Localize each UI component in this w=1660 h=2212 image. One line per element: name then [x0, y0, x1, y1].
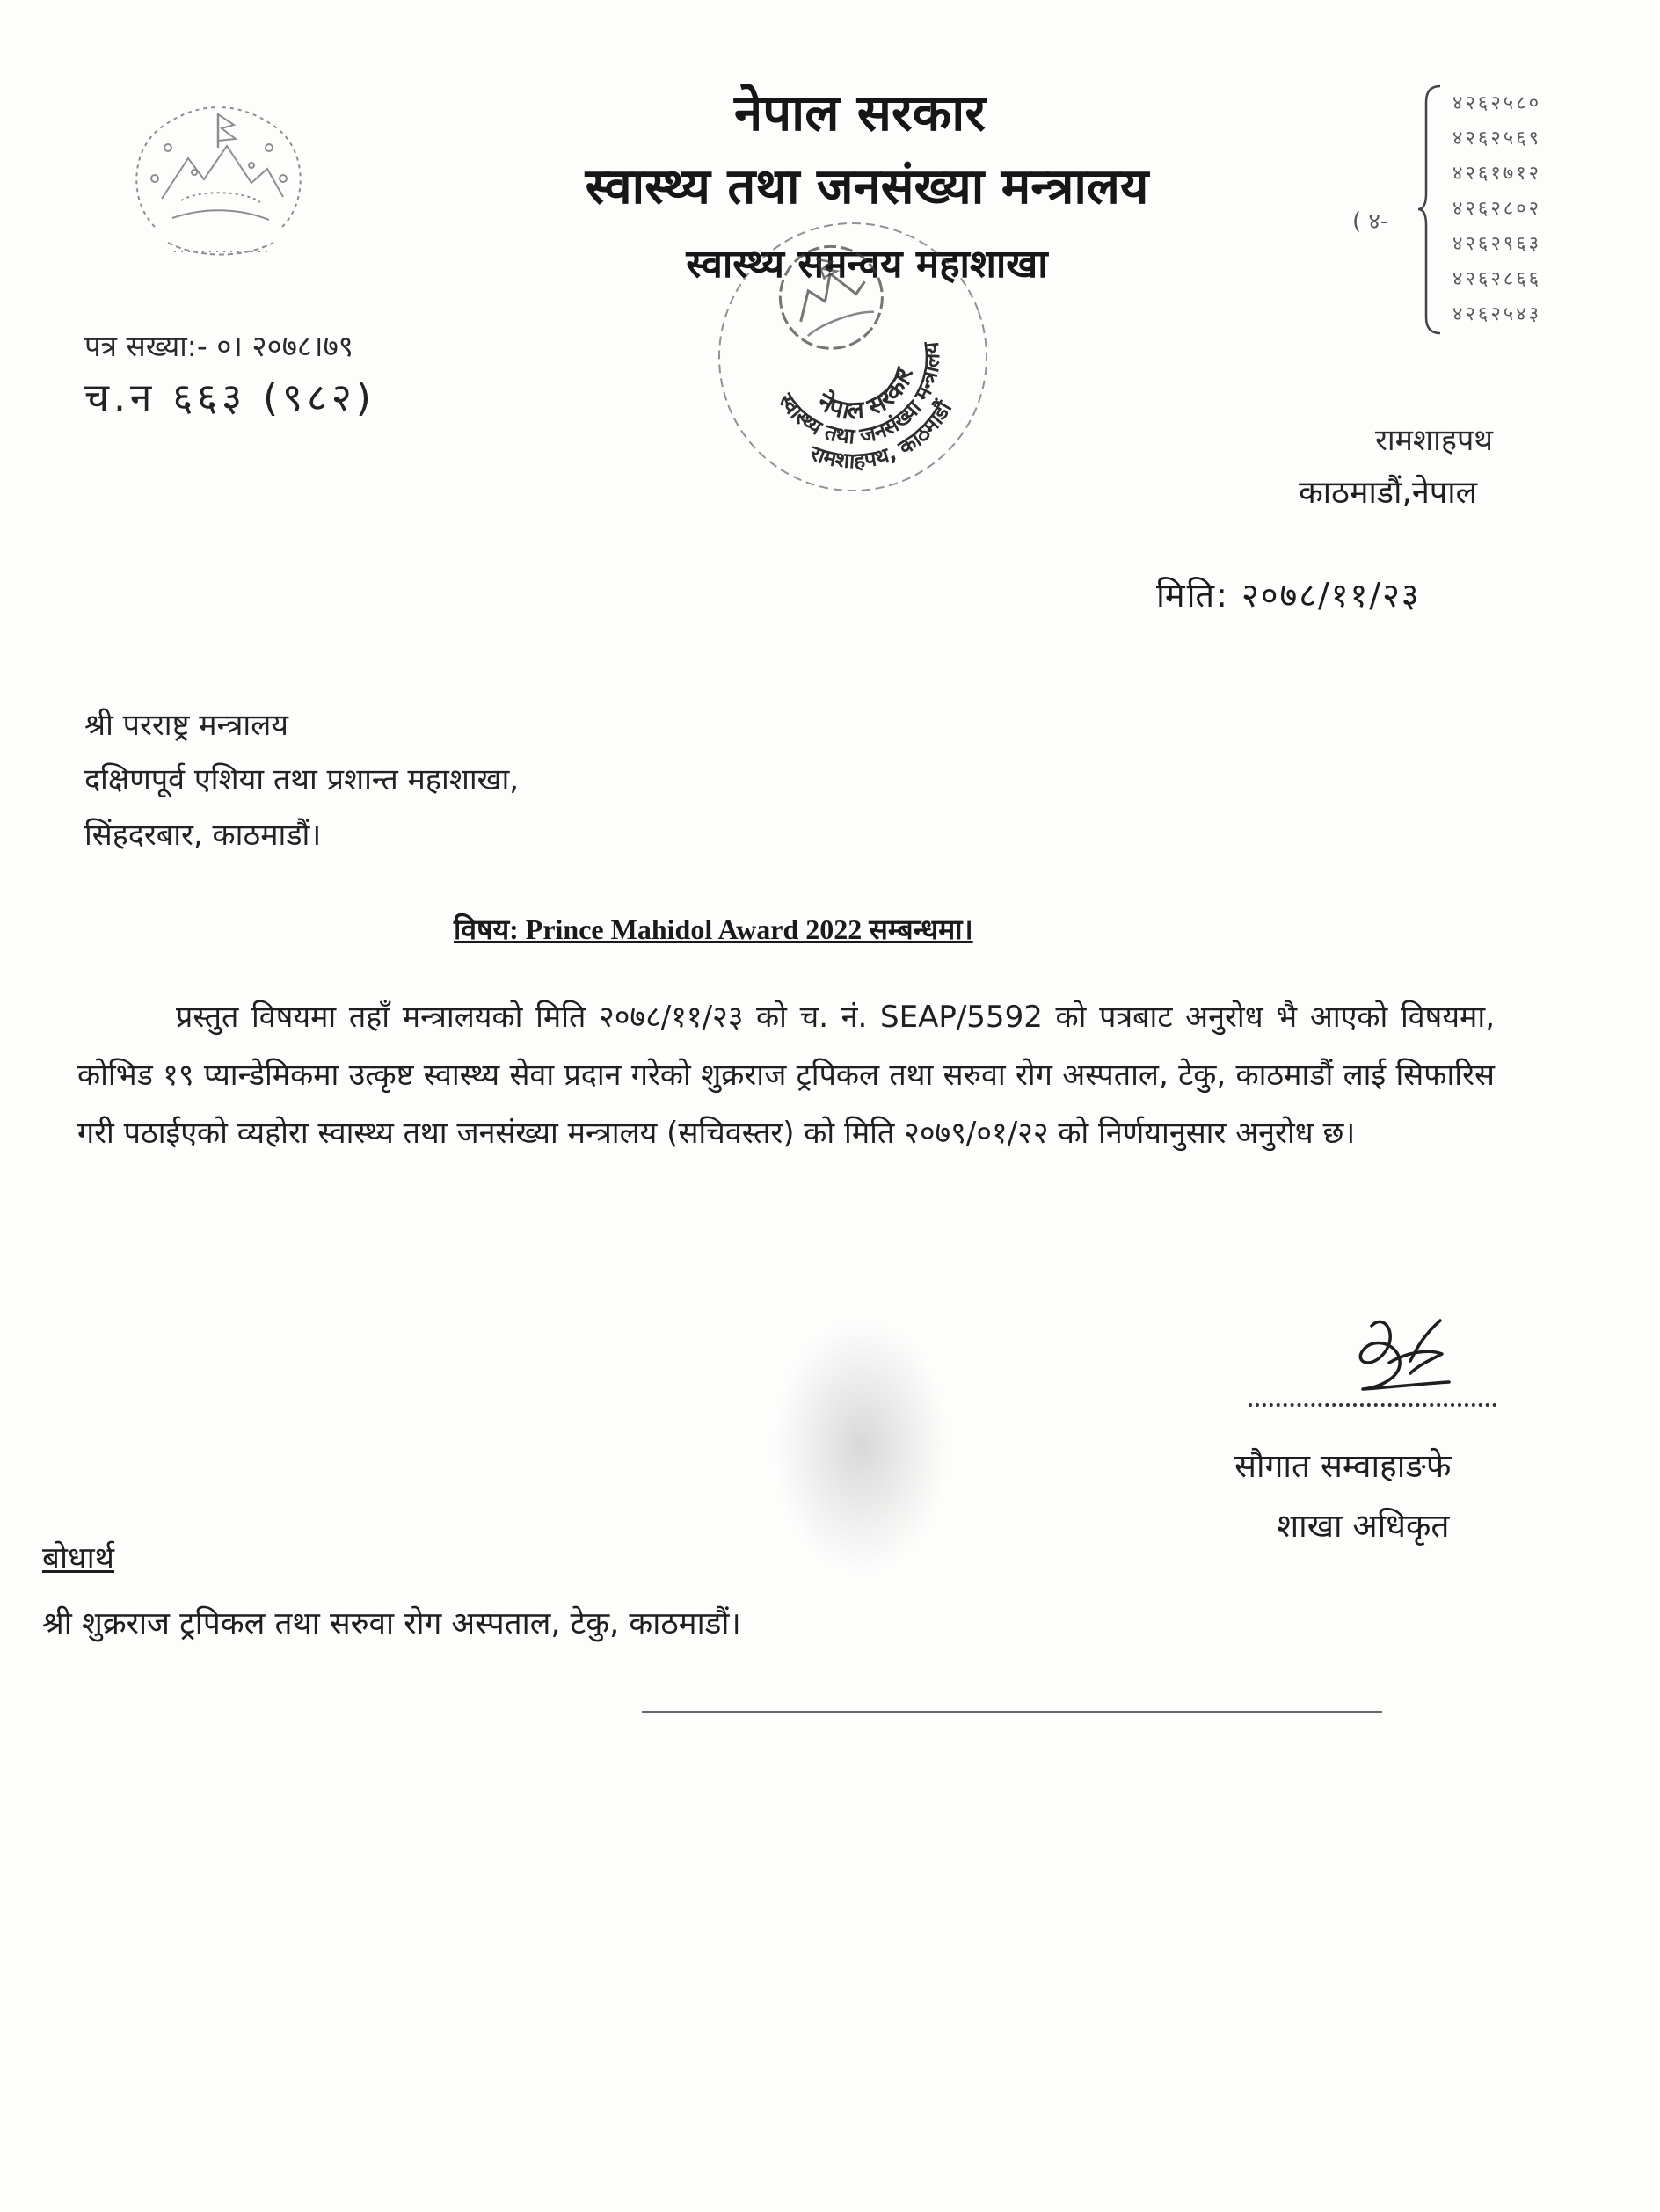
division-title: स्वास्थ्य समन्वय महाशाखा — [686, 242, 1048, 287]
official-seal-stamp — [703, 207, 1002, 506]
dispatch-number: च.न ६६३ (९८२) — [84, 375, 375, 420]
letter-body: प्रस्तुत विषयमा तहाँ मन्त्रालयको मिति २०७८/११/२३ को च. नं. SEAP/5592 को पत्रबाट अनुरोध भै आएको विषयमा, कोभिड १९ प्यान्डेमिकमा उत्कृष्ट स्वास्थ्य सेवा प्रदान गरेको शुक्रराज ट्रपिकल तथा सरुवा रोग अस्पताल, टेकु, काठमाडौं लाई सिफारिस गरी पठाईएको व्यहोरा स्वास्थ्य तथा जनसंख्या मन्त्रालय (सचिवस्तर) को मिति २०७९/०१/२२ को निर्णयानुसार अनुरोध छ। — [77, 1000, 1495, 1151]
office-address-street: रामशाहपथ — [1374, 423, 1493, 458]
phone-number: ४२६२९६३ — [1452, 233, 1542, 255]
phone-number: ४२६२५६९ — [1452, 127, 1542, 149]
nepal-emblem-icon — [120, 95, 317, 275]
curly-brace-icon — [1417, 84, 1444, 335]
recipient-line: सिंहदरबार, काठमाडौं। — [84, 818, 322, 853]
handwritten-signature — [1336, 1308, 1468, 1405]
cc-recipient: श्री शुक्रराज ट्रपिकल तथा सरुवा रोग अस्पताल, टेकु, काठमाडौं। — [42, 1606, 741, 1641]
recipient-line: श्री परराष्ट्र मन्त्रालय — [84, 708, 289, 743]
footer-divider — [642, 1711, 1382, 1713]
phone-number: ४२६२८६६ — [1452, 268, 1542, 290]
signatory-title: शाखा अधिकृत — [1277, 1507, 1450, 1545]
seal-line-2: स्वास्थ्य तथा जनसंख्या मन्त्रालय — [773, 340, 945, 449]
phone-prefix: ( ४- — [1352, 208, 1389, 235]
cc-label: बोधार्थ — [42, 1541, 115, 1576]
phone-number-list — [1452, 86, 1541, 332]
letter-reference-number: पत्र सख्या:- ०। २०७८।७९ — [84, 329, 353, 363]
signatory-name: सौगात सम्वाहाङफे — [1234, 1447, 1452, 1485]
government-title: नेपाल सरकार — [734, 83, 986, 142]
seal-line-3: रामशाहपथ, काठमाडौं — [807, 397, 957, 474]
scan-smudge — [774, 1319, 950, 1574]
office-address-city: काठमाडौं,नेपाल — [1299, 475, 1477, 511]
ministry-title: स्वास्थ्य तथा जनसंख्या मन्त्रालय — [585, 158, 1149, 215]
letter-date: मिति: २०७८/११/२३ — [1156, 576, 1421, 615]
phone-number: ४२६२५८० — [1452, 92, 1542, 114]
phone-number: ४२६२५४३ — [1452, 303, 1542, 325]
seal-line-1: नेपाल सरकार — [812, 364, 919, 426]
letter-subject: विषय: Prince Mahidol Award 2022 सम्बन्धमा। — [454, 913, 973, 945]
signature-dotted-line — [1249, 1403, 1496, 1407]
phone-number: ४२६२८०२ — [1452, 198, 1542, 220]
phone-number: ४२६१७१२ — [1452, 163, 1542, 185]
recipient-line: दक्षिणपूर्व एशिया तथा प्रशान्त महाशाखा, — [84, 762, 520, 797]
